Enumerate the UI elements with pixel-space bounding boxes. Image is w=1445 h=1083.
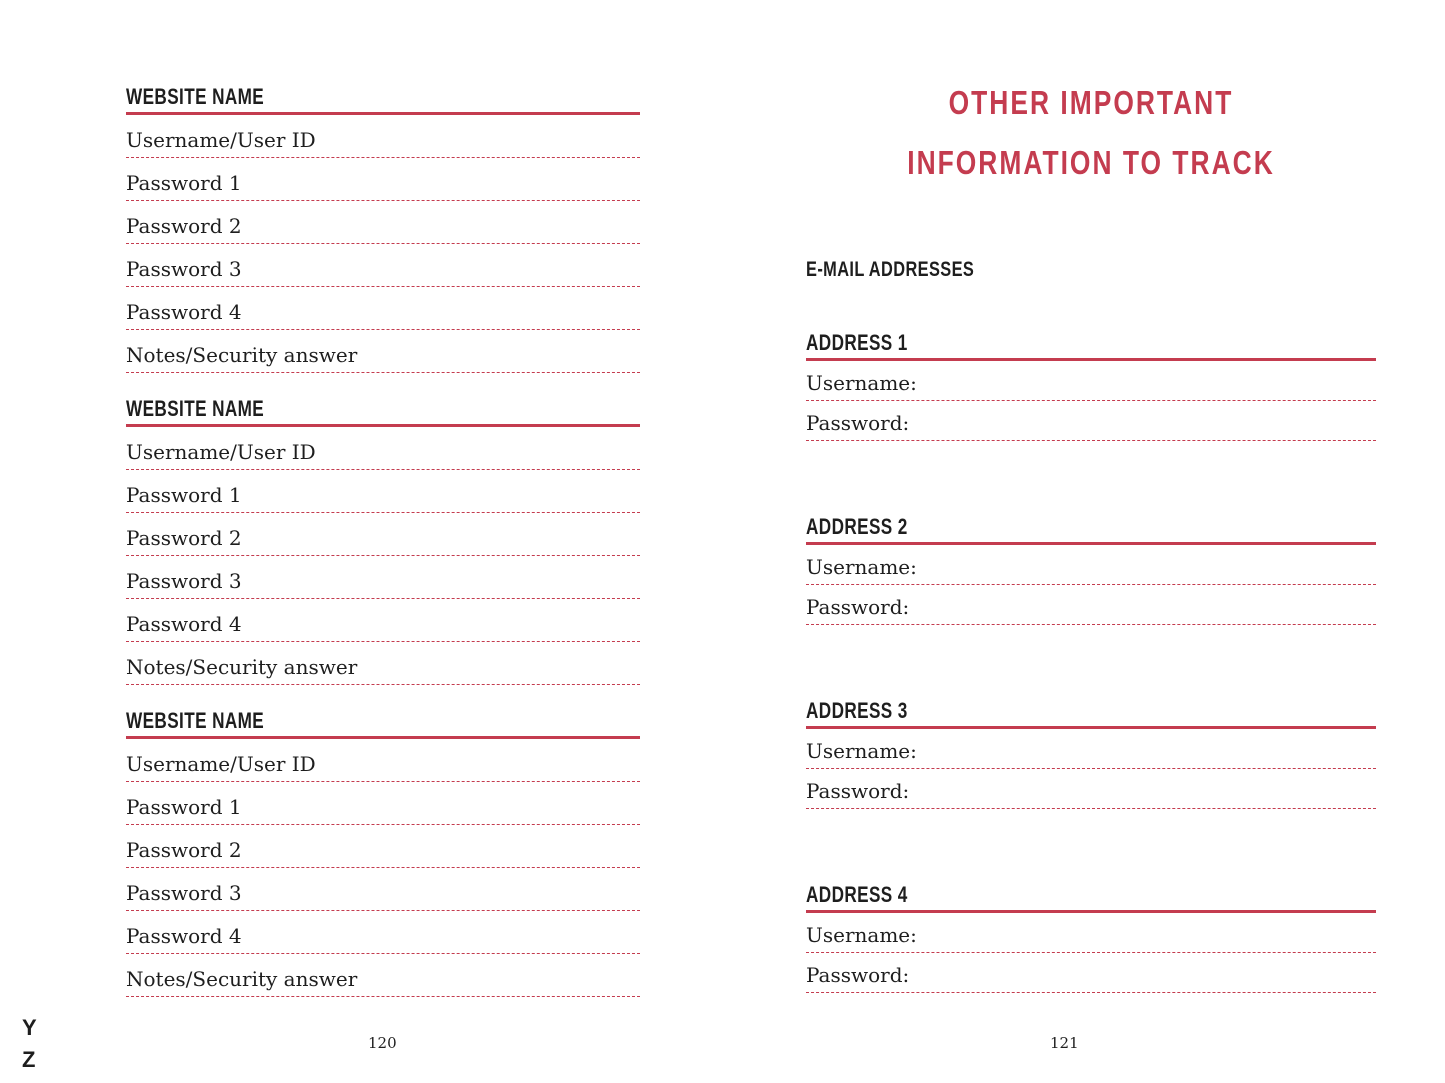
- password-field[interactable]: Password:: [806, 585, 1376, 625]
- username-field[interactable]: Username:: [806, 729, 1376, 769]
- address-entry-4: [806, 880, 1376, 993]
- website-entry-1: [126, 82, 640, 373]
- address-heading: ADDRESS 1: [806, 328, 1376, 361]
- website-name-heading: WEBSITE NAME: [126, 706, 640, 739]
- username-field[interactable]: Username:: [806, 361, 1376, 401]
- password-1-field[interactable]: Password 1: [126, 470, 640, 513]
- address-heading: ADDRESS 2: [806, 512, 1376, 545]
- password-4-field[interactable]: Password 4: [126, 599, 640, 642]
- notes-field[interactable]: Notes/Security answer: [126, 330, 640, 373]
- notes-field[interactable]: Notes/Security answer: [126, 954, 640, 997]
- address-entry-3: [806, 696, 1376, 809]
- website-name-heading: WEBSITE NAME: [126, 394, 640, 427]
- address-entry-2: [806, 512, 1376, 625]
- password-field[interactable]: Password:: [806, 953, 1376, 993]
- password-3-field[interactable]: Password 3: [126, 244, 640, 287]
- thumb-index-letter-y: Y: [22, 1015, 37, 1040]
- password-field[interactable]: Password:: [806, 401, 1376, 441]
- username-field[interactable]: Username:: [806, 913, 1376, 953]
- username-field[interactable]: Username/User ID: [126, 115, 640, 158]
- password-2-field[interactable]: Password 2: [126, 201, 640, 244]
- password-4-field[interactable]: Password 4: [126, 287, 640, 330]
- password-3-field[interactable]: Password 3: [126, 868, 640, 911]
- password-1-field[interactable]: Password 1: [126, 782, 640, 825]
- website-name-heading: WEBSITE NAME: [126, 82, 640, 115]
- email-addresses-subheading: E-MAIL ADDRESSES: [806, 258, 975, 281]
- address-entry-1: [806, 328, 1376, 441]
- password-field[interactable]: Password:: [806, 769, 1376, 809]
- website-entry-2: [126, 394, 640, 685]
- password-4-field[interactable]: Password 4: [126, 911, 640, 954]
- page-title-line-1: OTHER IMPORTANT: [948, 84, 1234, 121]
- page-number-right: 121: [1050, 1034, 1079, 1052]
- password-3-field[interactable]: Password 3: [126, 556, 640, 599]
- thumb-index-letter-z: Z: [22, 1047, 36, 1072]
- password-2-field[interactable]: Password 2: [126, 825, 640, 868]
- password-1-field[interactable]: Password 1: [126, 158, 640, 201]
- username-field[interactable]: Username:: [806, 545, 1376, 585]
- website-entry-3: [126, 706, 640, 997]
- page-number-left: 120: [368, 1034, 397, 1052]
- address-heading: ADDRESS 3: [806, 696, 1376, 729]
- page-title: [806, 80, 1376, 200]
- page-title-line-2: INFORMATION TO TRACK: [907, 144, 1275, 181]
- password-2-field[interactable]: Password 2: [126, 513, 640, 556]
- address-heading: ADDRESS 4: [806, 880, 1376, 913]
- username-field[interactable]: Username/User ID: [126, 427, 640, 470]
- username-field[interactable]: Username/User ID: [126, 739, 640, 782]
- notes-field[interactable]: Notes/Security answer: [126, 642, 640, 685]
